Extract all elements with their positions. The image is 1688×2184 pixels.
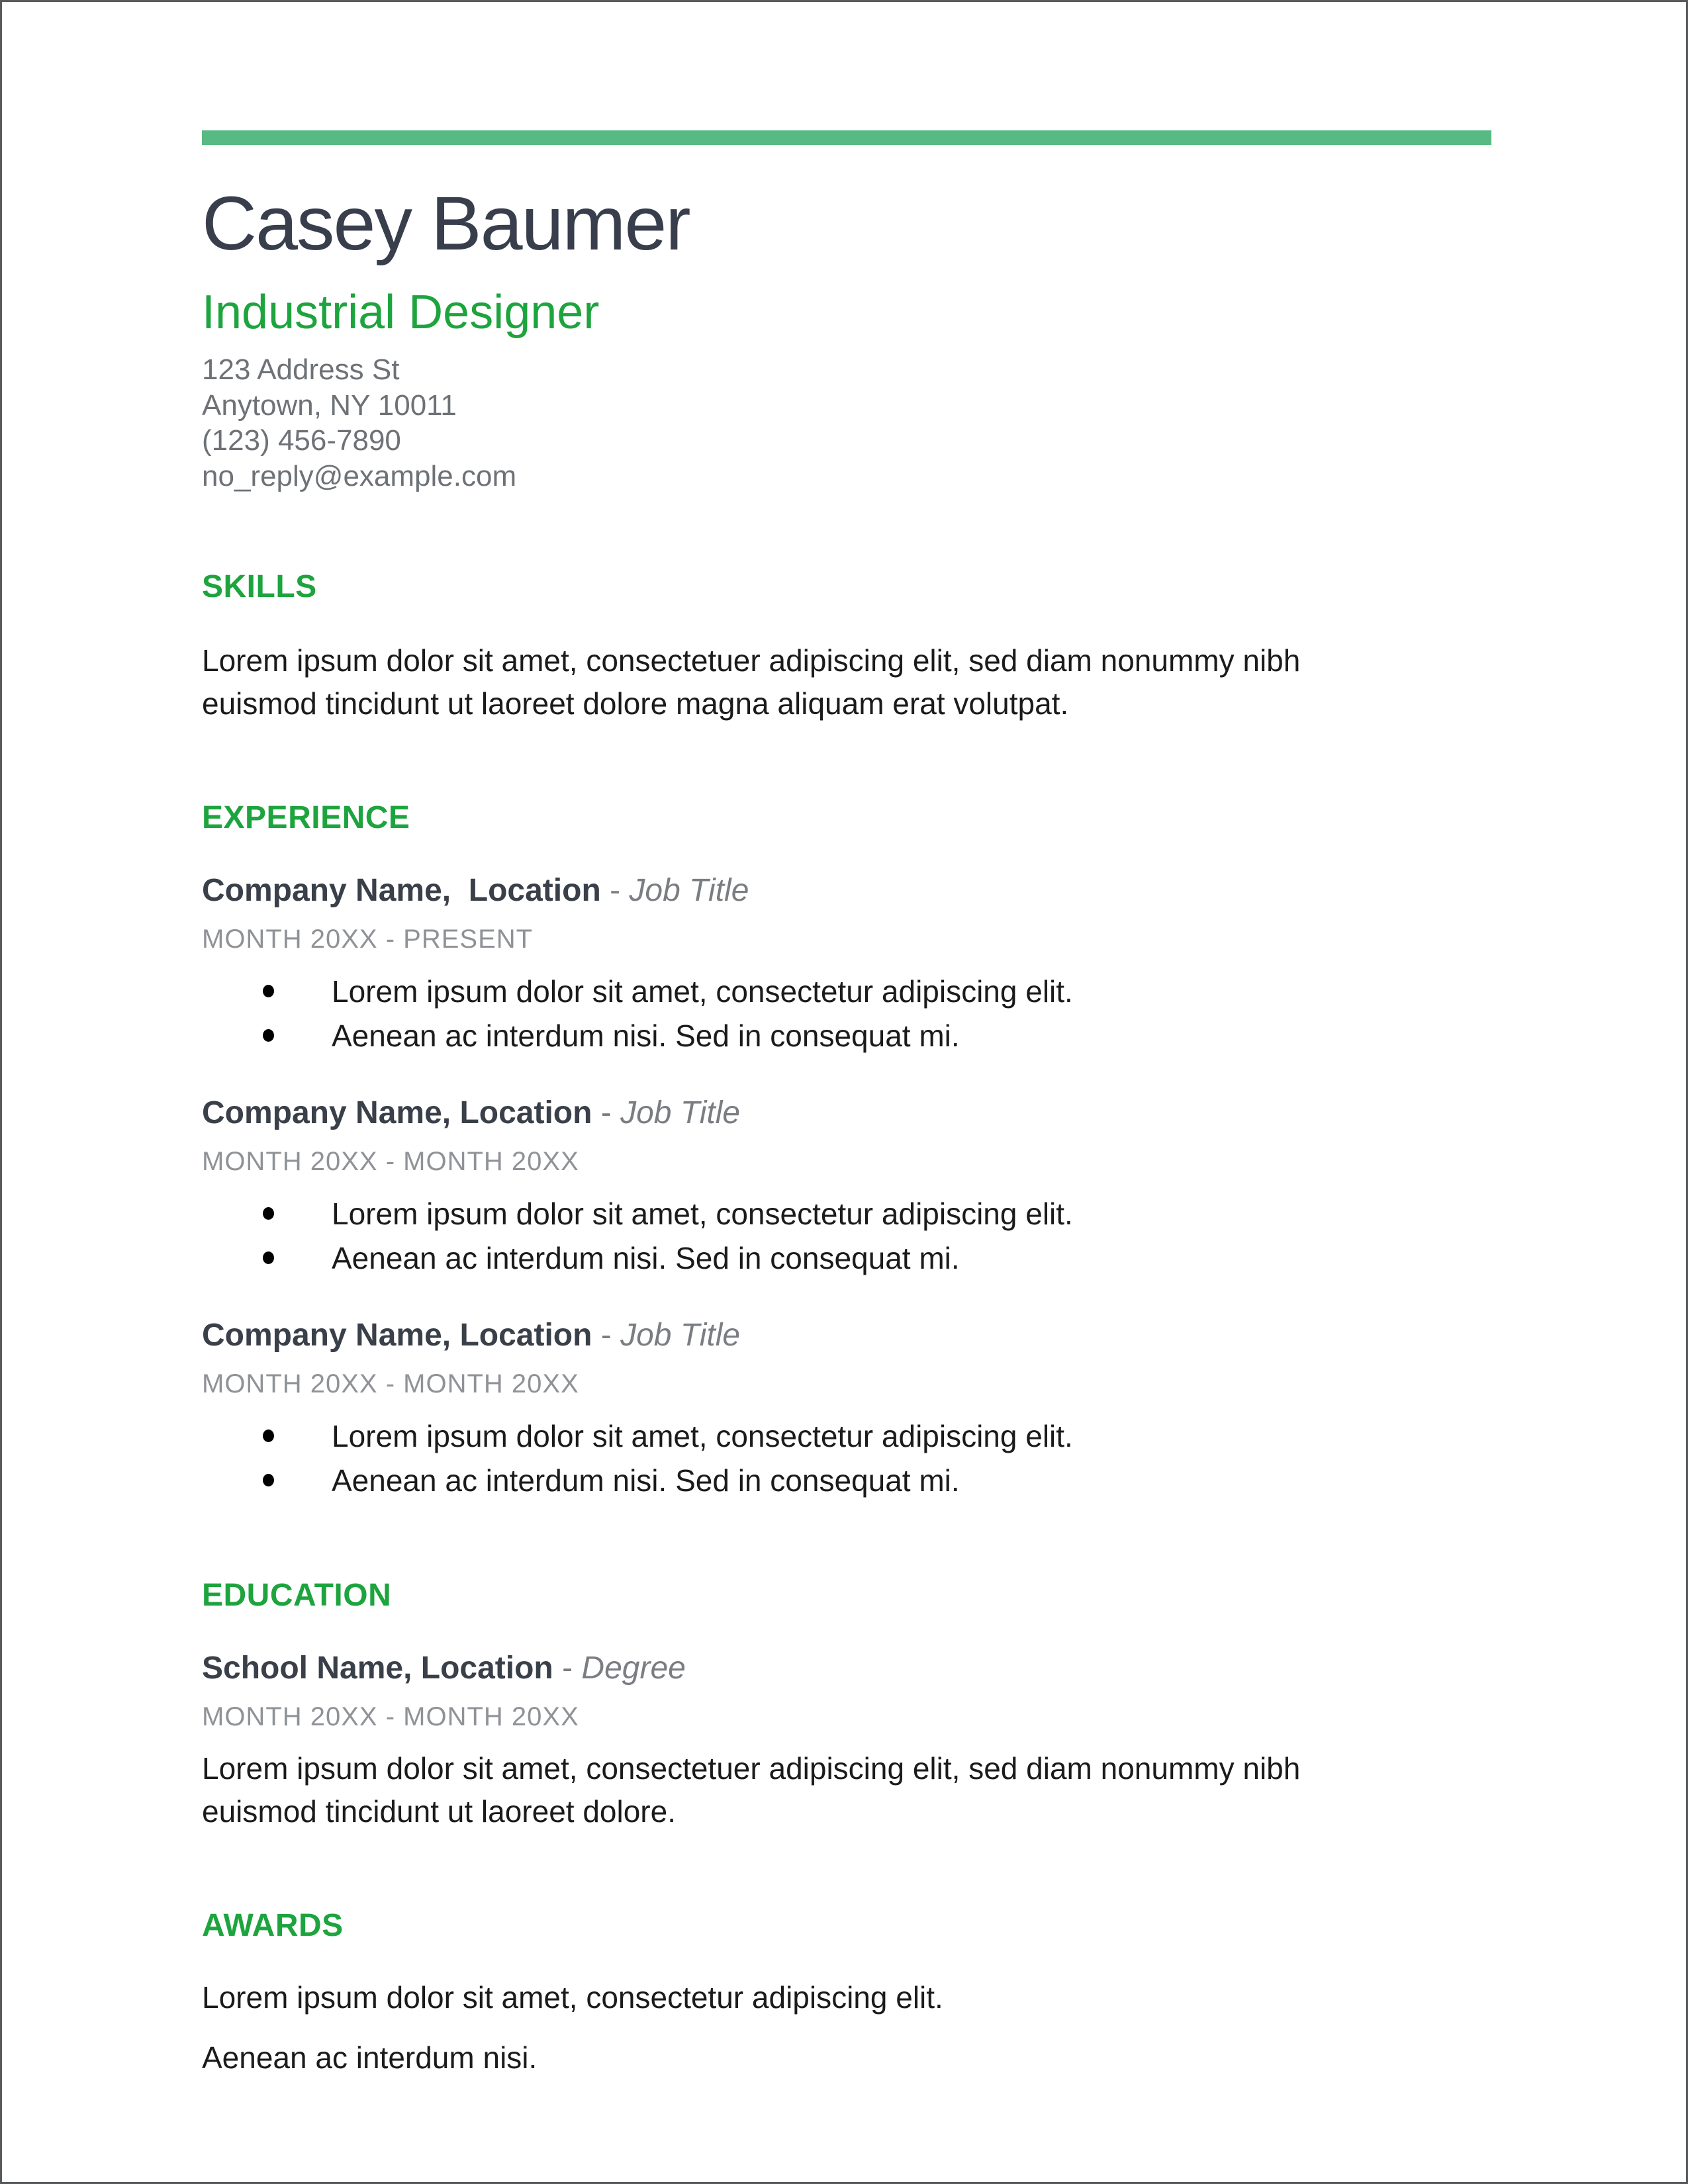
skills-body: Lorem ipsum dolor sit amet, consectetuer adipiscing elit, sed diam nonummy nibh euismod tincidunt ut laoreet dolore magna aliquam erat volutpat.: [202, 643, 1301, 721]
address-line-1: 123 Address St: [202, 353, 400, 386]
top-accent-bar: [202, 130, 1491, 145]
candidate-name: Casey Baumer: [202, 181, 690, 266]
award-paragraph: Lorem ipsum dolor sit amet, consectetur adipiscing elit.: [202, 1980, 943, 2015]
education-body: Lorem ipsum dolor sit amet, consectetuer adipiscing elit, sed diam nonummy nibh euismod tincidunt ut laoreet dolore.: [202, 1751, 1301, 1829]
title-separator: -: [600, 873, 630, 909]
experience-heading: EXPERIENCE: [202, 800, 410, 836]
experience-entry-title: [202, 872, 1491, 910]
entry-bullet-list: [202, 1192, 1491, 1281]
section-education: [202, 1577, 1491, 1833]
entry-dates: MONTH 20XX - MONTH 20XX: [202, 1702, 579, 1731]
contact-block: [202, 352, 1491, 494]
entry-dates: MONTH 20XX - PRESENT: [202, 924, 534, 954]
bullet-item: Aenean ac interdum nisi. Sed in consequat mi.: [202, 1014, 1491, 1058]
entry-bullet-list: [202, 970, 1491, 1058]
experience-entry-2: [202, 1094, 1491, 1281]
experience-entry-title: [202, 1094, 1491, 1132]
address-line-2: Anytown, NY 10011: [202, 388, 457, 422]
education-entry-title: [202, 1649, 1491, 1688]
experience-entry-title: [202, 1316, 1491, 1355]
section-awards: [202, 1907, 1491, 2076]
job-title: Job Title: [620, 1095, 741, 1131]
bullet-item: Lorem ipsum dolor sit amet, consectetur adipiscing elit.: [202, 1414, 1491, 1459]
company-name: Company Name, Location: [202, 1095, 592, 1131]
title-separator: -: [553, 1651, 582, 1686]
title-separator: -: [592, 1095, 621, 1131]
section-skills: [202, 569, 1491, 726]
awards-heading: AWARDS: [202, 1908, 344, 1944]
experience-entry-3: [202, 1316, 1491, 1503]
entry-dates: MONTH 20XX - MONTH 20XX: [202, 1369, 579, 1398]
job-title: Job Title: [629, 873, 749, 909]
section-experience: [202, 799, 1491, 1503]
entry-bullet-list: [202, 1414, 1491, 1503]
education-heading: EDUCATION: [202, 1578, 392, 1614]
title-separator: -: [592, 1318, 621, 1353]
skills-heading: SKILLS: [202, 569, 317, 604]
degree: Degree: [581, 1651, 686, 1686]
school-name: School Name, Location: [202, 1651, 553, 1686]
entry-dates: MONTH 20XX - MONTH 20XX: [202, 1146, 579, 1176]
award-paragraph: Aenean ac interdum nisi.: [202, 2040, 538, 2075]
email-address: no_reply@example.com: [202, 460, 517, 493]
education-entry-1: [202, 1649, 1491, 1833]
experience-entry-1: [202, 872, 1491, 1058]
bullet-item: Aenean ac interdum nisi. Sed in consequat mi.: [202, 1459, 1491, 1503]
company-name: Company Name, Location: [202, 1318, 592, 1353]
candidate-job-title: Industrial Designer: [202, 286, 600, 339]
bullet-item: Lorem ipsum dolor sit amet, consectetur adipiscing elit.: [202, 1192, 1491, 1236]
company-name: Company Name, Location: [202, 873, 601, 909]
bullet-item: Lorem ipsum dolor sit amet, consectetur adipiscing elit.: [202, 970, 1491, 1014]
job-title: Job Title: [620, 1318, 741, 1353]
phone-number: (123) 456-7890: [202, 424, 401, 457]
bullet-item: Aenean ac interdum nisi. Sed in consequat mi.: [202, 1236, 1491, 1281]
